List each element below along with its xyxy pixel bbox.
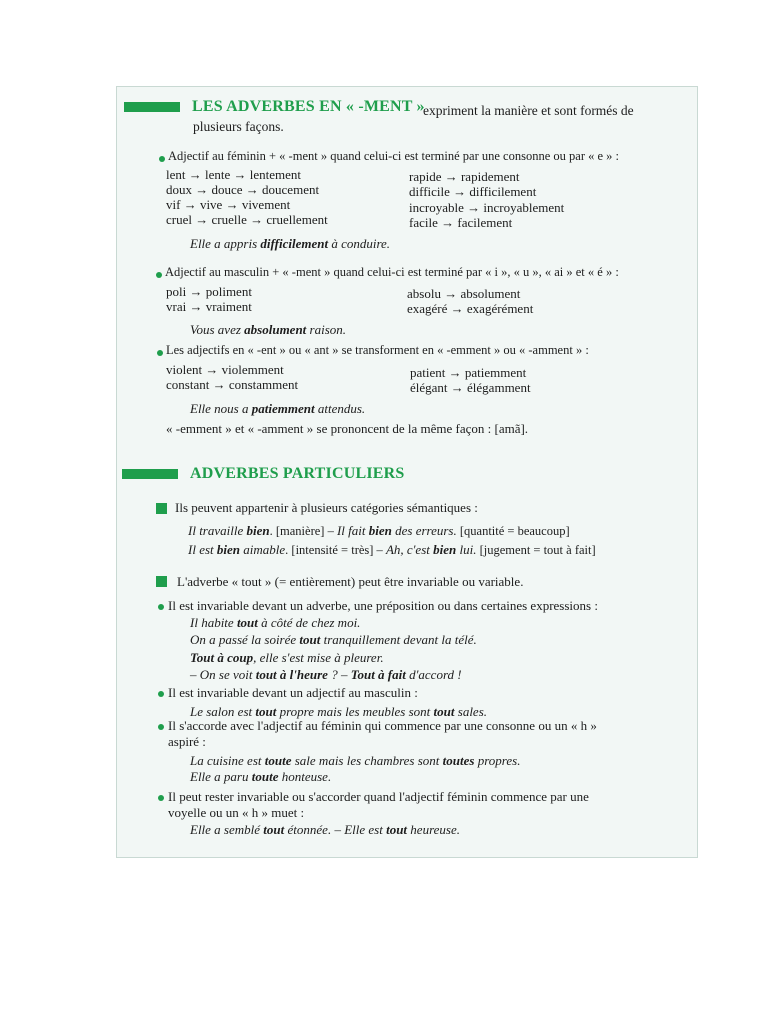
tout-example-8: Elle a semblé tout étonnée. – Elle est tout heureuse. [190,822,460,837]
pronunciation-note: « -emment » et « -amment » se prononcent de la même façon : [amã]. [166,421,529,436]
bullet [158,795,164,801]
rule1-right-0: rapide → rapidement [409,169,520,184]
rule2-left-1: vrai → vraiment [166,299,252,314]
rule1-left-3: cruel → cruelle → cruellement [166,212,328,227]
bullet4-line2: voyelle ou un « h » muet : [168,805,305,820]
square-bullet [156,503,167,514]
example1: Elle a appris difficilement à conduire. [190,236,391,251]
bullet3-line2: aspiré : [168,734,206,749]
tout-example-7: Elle a paru toute honteuse. [190,769,332,784]
bien-example-1: Il travaille bien. [manière] – Il fait bien des erreurs. [quantité = beaucoup] [188,523,570,538]
rule1-right-1: difficile → difficilement [409,184,537,199]
point1: Ils peuvent appartenir à plusieurs catégories sémantiques : [175,500,478,515]
section-marker-bar [122,469,178,479]
bullet1: Il est invariable devant un adverbe, une préposition ou dans certaines expressions : [168,598,598,613]
tout-example-5: Le salon est tout propre mais les meubles sont tout sales. [190,704,488,719]
tout-example-2: On a passé la soirée tout tranquillement devant la télé. [190,632,477,647]
section1-title: LES ADVERBES EN « -MENT » [192,98,425,115]
rule2-right-0: absolu → absolument [407,286,521,301]
bullet [158,691,164,697]
rule1: Adjectif au féminin + « -ment » quand celui-ci est terminé par une consonne ou par « e » : [168,149,620,163]
bullet [157,350,163,356]
square-bullet [156,576,167,587]
bullet2: Il est invariable devant un adjectif au masculin : [168,685,418,700]
bullet3-line1: Il s'accorde avec l'adjectif au féminin qui commence par une consonne ou un « h » [168,718,597,733]
example3: Elle nous a patiemment attendus. [190,401,366,416]
rule1-left-0: lent → lente → lentement [166,167,302,182]
point2: L'adverbe « tout » (= entièrement) peut être invariable ou variable. [177,574,524,589]
section-marker-bar [124,102,180,112]
rule3: Les adjectifs en « -ent » ou « ant » se transforment en « -emment » ou « -amment » : [166,343,589,357]
rule1-left-1: doux → douce → doucement [166,182,320,197]
rule3-left-0: violent → violemment [166,362,284,377]
bullet [158,724,164,730]
tout-example-1: Il habite tout à côté de chez moi. [190,615,361,630]
rule1-right-3: facile → facilement [409,215,513,230]
rule3-right-0: patient → patiemment [410,365,527,380]
bien-example-2: Il est bien aimable. [intensité = très] – Ah, c'est bien lui. [jugement = tout à fait] [188,542,596,557]
bullet4-line1: Il peut rester invariable ou s'accorder quand l'adjectif féminin commence par une [168,789,589,804]
example2: Vous avez absolument raison. [190,322,347,337]
rule2-right-1: exagéré → exagérément [407,301,534,316]
tout-example-3: Tout à coup, elle s'est mise à pleurer. [190,650,384,665]
rule2: Adjectif au masculin + « -ment » quand celui-ci est terminé par « i », « u », « ai » et « é » : [165,265,619,279]
rule3-left-1: constant → constamment [166,377,299,392]
section1-intro-b: plusieurs façons. [193,119,284,134]
bullet [159,156,165,162]
section1-intro-a: expriment la manière et sont formés de [423,103,634,118]
bullet [158,604,164,610]
tout-example-4: – On se voit tout à l'heure ? – Tout à fait d'accord ! [190,667,462,682]
tout-example-6: La cuisine est toute sale mais les chambres sont toutes propres. [190,753,521,768]
section2-title: ADVERBES PARTICULIERS [190,465,405,482]
rule1-right-2: incroyable → incroyablement [409,200,565,215]
rule1-left-2: vif → vive → vivement [166,197,291,212]
rule3-right-1: élégant → élégamment [410,380,531,395]
bullet [156,272,162,278]
rule2-left-0: poli → poliment [166,284,252,299]
